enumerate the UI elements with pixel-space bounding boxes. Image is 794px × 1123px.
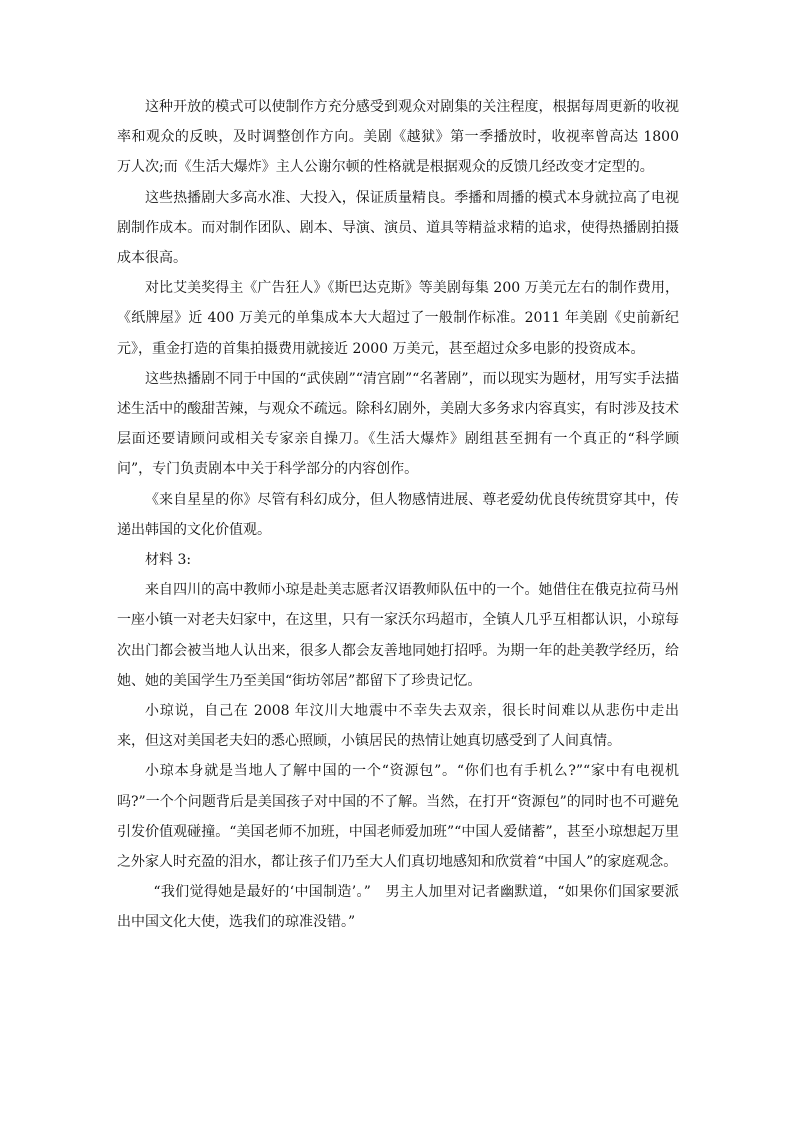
paragraph-7: 来自四川的高中教师小琼是赴美志愿者汉语教师队伍中的一个。她借住在俄克拉荷马州一座小镇一对老夫妇家中，在这里，只有一家沃尔玛超市，全镇人几乎互相都认识，小琼每次出门都会被当地人认出来，很多人都会友善地同她打招呼。为期一年的赴美教学经历，给她、她的美国学生乃至美国“街坊邻居”都留下了珍贵记忆。 <box>117 582 679 689</box>
paragraph-2: 这些热播剧大多高水准、大投入，保证质量精良。季播和周播的模式本身就拉高了电视剧制作成本。而对制作团队、剧本、导演、演员、道具等精益求精的追求，使得热播剧拍摄成本很高。 <box>117 189 679 267</box>
paragraph-3: 对比艾美奖得主《广告狂人》《斯巴达克斯》等美剧每集 200 万美元左右的制作费用，《纸牌屋》近 400 万美元的单集成本大大超过了一般制作标准。2011 年美剧《史前新纪元》，重金打造的首集拍摄费用就接近 2000 万美元，甚至超过众多电影的投资成本。 <box>117 280 679 357</box>
paragraph-10: “我们觉得她是最好的‘中国制造’。” 男主人加里对记者幽默道，“如果你们国家要派出中国文化大使，选我们的琼准没错。” <box>117 884 679 931</box>
paragraph-1: 这种开放的模式可以使制作方充分感受到观众对剧集的关注程度，根据每周更新的收视率和观众的反映，及时调整创作方向。美剧《越狱》第一季播放时，收视率曾高达 1800 万人次;而《生活大爆炸》主人公谢尔顿的性格就是根据观众的反馈几经改变才定型的。 <box>117 99 679 176</box>
paragraph-9: 小琼本身就是当地人了解中国的一个“资源包”。“你们也有手机么?”“家中有电视机吗?”一个个问题背后是美国孩子对中国的不了解。当然，在打开“资源包”的同时也不可避免引发价值观碰撞。“美国老师不加班，中国老师爱加班”“中国人爱储蓄”，甚至小琼想起万里之外家人时充盈的泪水，都让孩子们乃至大人们真切地感知和欣赏着“中国人”的家庭观念。 <box>117 763 679 871</box>
paragraph-8: 小琼说，自己在 2008 年汶川大地震中不幸失去双亲，很长时间难以从悲伤中走出来，但这对美国老夫妇的悉心照顾，小镇居民的热情让她真切感受到了人间真情。 <box>117 703 679 750</box>
paragraph-5: 《来自星星的你》尽管有科幻成分，但人物感情进展、尊老爱幼优良传统贯穿其中，传递出韩国的文化价值观。 <box>117 491 679 538</box>
section-heading-material-3: 材料 3: <box>145 552 192 569</box>
document-page <box>117 92 679 938</box>
paragraph-4: 这些热播剧不同于中国的“武侠剧”“清宫剧”“名著剧”，而以现实为题材，用写实手法描述生活中的酸甜苦辣，与观众不疏远。除科幻剧外，美剧大多务求内容真实，有时涉及技术层面还要请顾问或相关专家亲自操刀。《生活大爆炸》剧组甚至拥有一个真正的“科学顾问”，专门负责剧本中关于科学部分的内容创作。 <box>117 370 679 478</box>
